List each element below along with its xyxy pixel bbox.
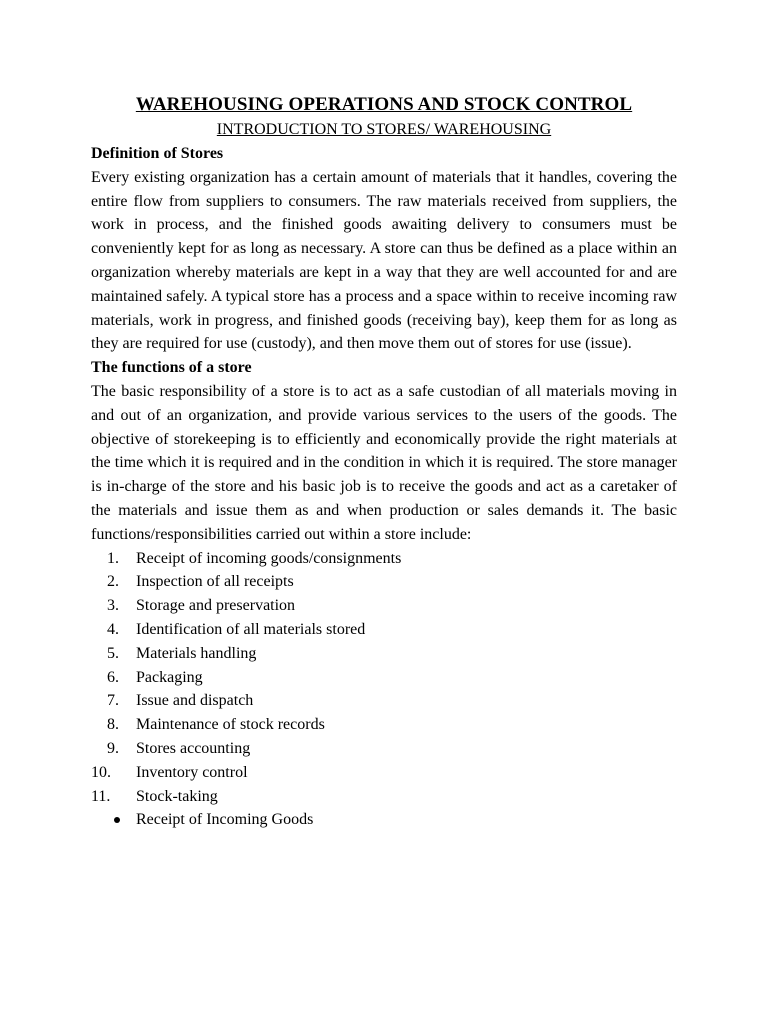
list-item-text: Storage and preservation — [136, 597, 296, 615]
list-item — [91, 594, 677, 618]
list-item — [91, 666, 677, 690]
list-item — [91, 642, 677, 666]
list-item — [91, 570, 677, 594]
document-subtitle: INTRODUCTION TO STORES/ WAREHOUSING — [216, 121, 552, 138]
list-item-text: Inspection of all receipts — [136, 573, 294, 591]
bullet-list — [91, 808, 677, 832]
list-item — [91, 689, 677, 713]
list-item-number: 6. — [107, 668, 119, 686]
list-item-text: Identification of all materials stored — [136, 620, 366, 638]
list-item-number: 8. — [107, 716, 119, 734]
list-item-text: Stores accounting — [136, 739, 251, 757]
section-body-definition: Every existing organization has a certain amount of materials that it handles, covering the entire flow from suppliers to consumers. The raw materials received from suppliers, the work in process, and the finished goods awaiting delivery to consumers must be conveniently kept for as long as necessary. A store can thus be defined as a place within an organization whereby materials are kept in a way that they are well accounted for and are maintained safely. A typical store has a process and a space within to receive incoming raw materials, work in progress, and finished goods (receiving bay), keep them for as long as they are required for use (custody), and then move them out of stores for use (issue). — [91, 168, 677, 353]
list-item — [91, 618, 677, 642]
list-item-text: Materials handling — [136, 644, 257, 662]
list-item-text: Inventory control — [136, 763, 248, 781]
bullet-item-text: Receipt of Incoming Goods — [136, 811, 314, 829]
list-item-number: 9. — [107, 739, 119, 757]
list-item — [91, 761, 677, 785]
section-heading-functions: The functions of a store — [91, 359, 252, 377]
list-item-number: 1. — [107, 549, 119, 567]
list-item-number: 10. — [91, 763, 111, 781]
list-item-number: 7. — [107, 692, 119, 710]
list-item-number: 4. — [107, 620, 119, 638]
functions-list — [91, 547, 677, 809]
section-heading-definition: Definition of Stores — [91, 145, 224, 162]
list-item — [91, 713, 677, 737]
list-item-text: Maintenance of stock records — [136, 716, 325, 734]
list-item — [91, 785, 677, 809]
section-body-functions: The basic responsibility of a store is to act as a safe custodian of all materials moving in and out of an organization, and provide various services to the users of the goods. The objective of storekeeping is to efficiently and economically provide the right materials at the time which it is required and in the condition in which it is required. The store manager is in-charge of the store and his basic job is to receive the goods and act as a caretaker of the materials and issue them as and when production or sales demands it. The basic functions/responsibilities carried out within a store include: — [91, 382, 677, 543]
list-item-number: 11. — [91, 787, 111, 805]
list-item-text: Stock-taking — [136, 787, 218, 805]
document-content — [91, 92, 677, 832]
list-item-number: 2. — [107, 573, 119, 591]
list-item — [91, 547, 677, 571]
list-item-text: Issue and dispatch — [136, 692, 254, 710]
list-item-number: 5. — [107, 644, 119, 662]
bullet-icon — [114, 817, 120, 823]
bullet-item — [91, 808, 677, 832]
list-item-text: Packaging — [136, 668, 203, 686]
document-title: WAREHOUSING OPERATIONS AND STOCK CONTROL — [135, 94, 633, 115]
list-item-number: 3. — [107, 597, 119, 615]
list-item — [91, 737, 677, 761]
list-item-text: Receipt of incoming goods/consignments — [136, 549, 402, 567]
